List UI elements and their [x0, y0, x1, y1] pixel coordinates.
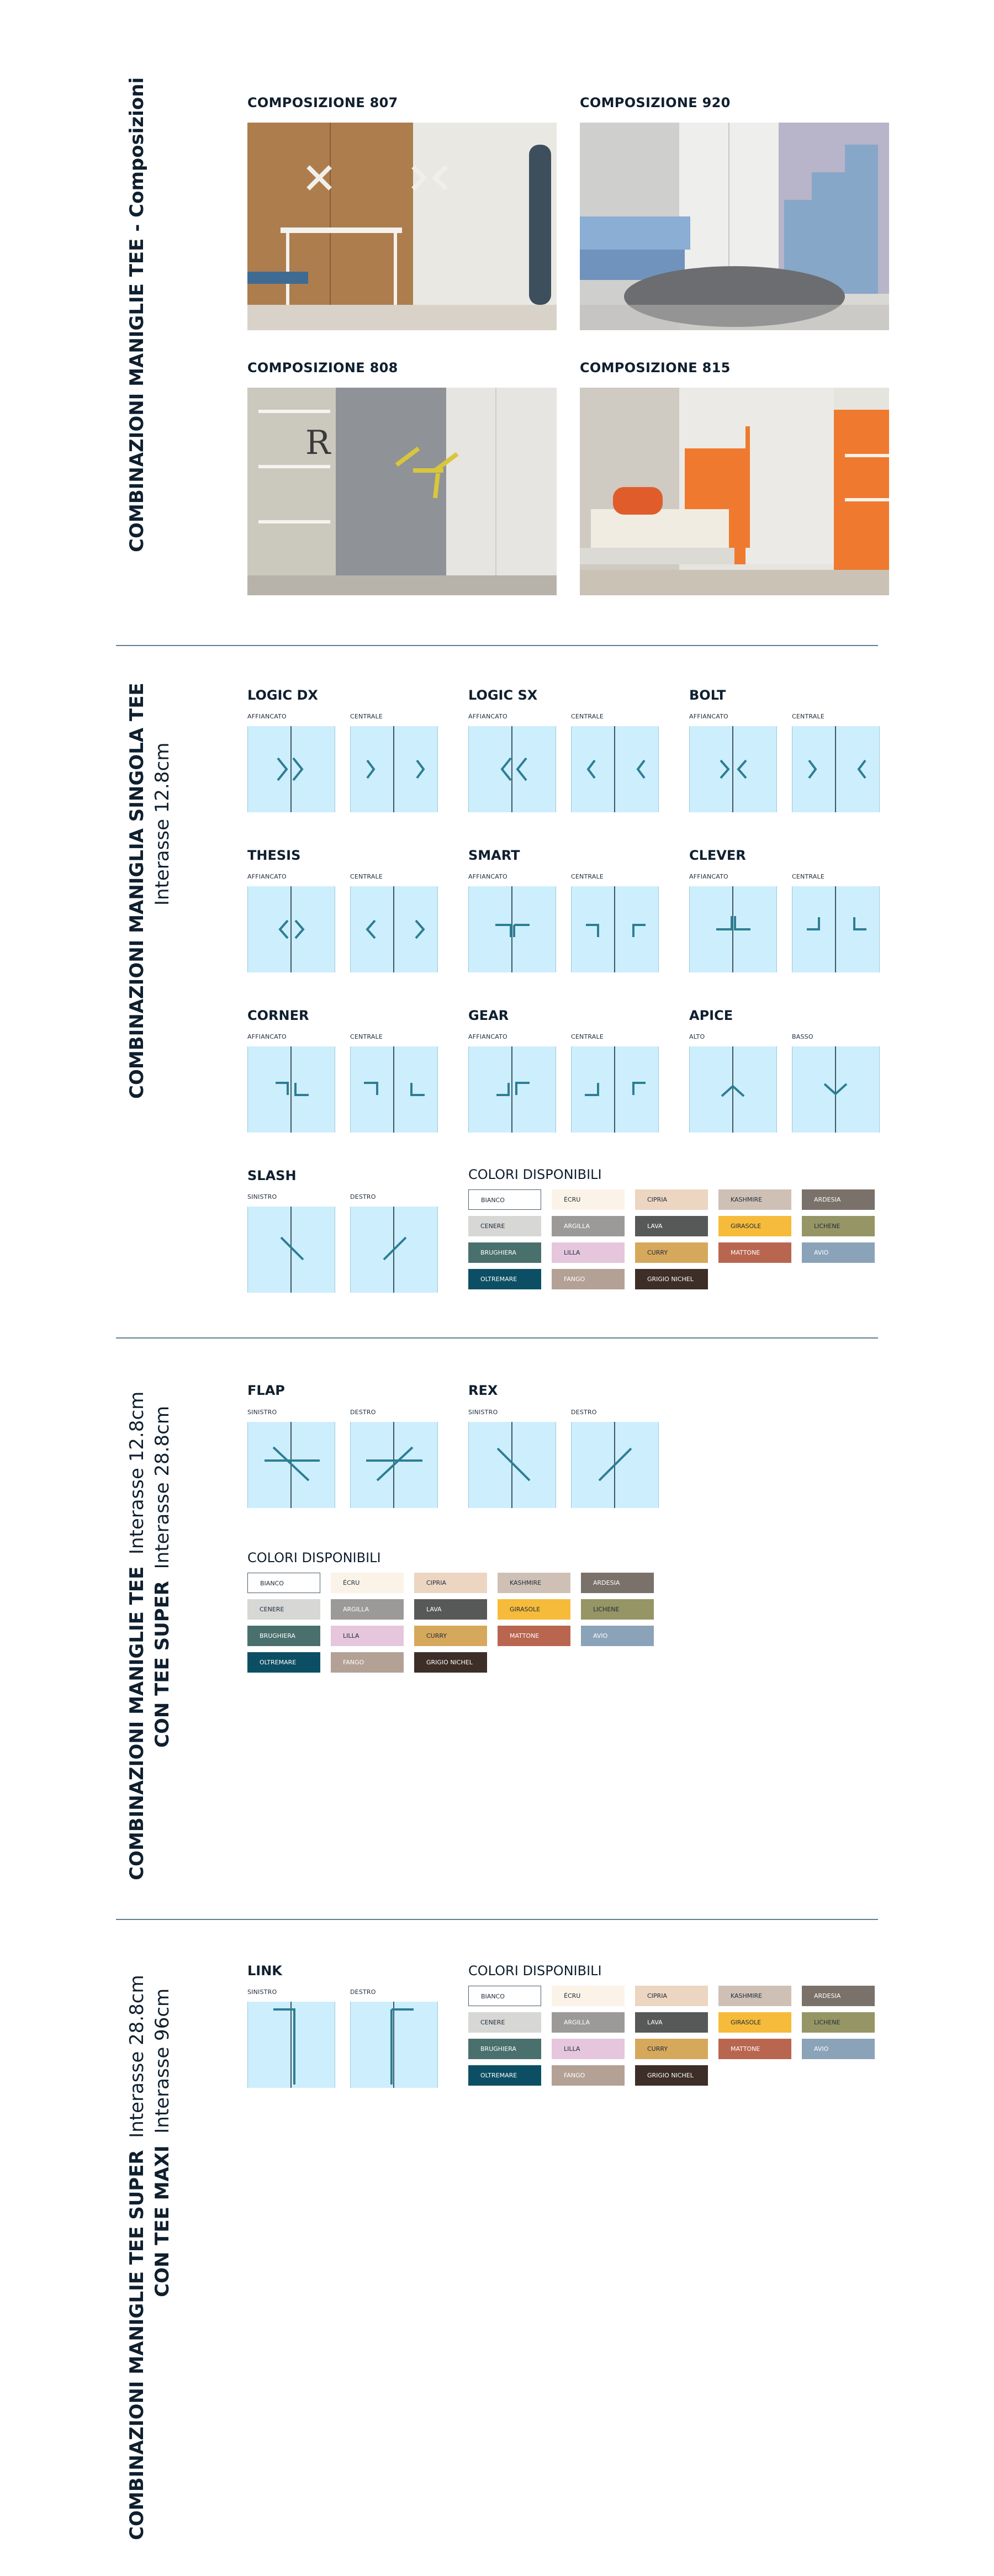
- handle-sub: BASSO: [792, 1033, 813, 1040]
- color-swatch-lichene[interactable]: LICHENE: [581, 1599, 654, 1620]
- color-swatch-mattone[interactable]: MATTONE: [498, 1626, 570, 1646]
- color-swatch-bianco[interactable]: BIANCO: [468, 1189, 541, 1210]
- color-swatch-avio[interactable]: AVIO: [802, 1242, 875, 1263]
- color-swatch-lichene[interactable]: LICHENE: [802, 1216, 875, 1236]
- handle-sample-logic-sx-centrale[interactable]: [571, 726, 659, 812]
- handle-sub: CENTRALE: [792, 873, 824, 880]
- handle-sub: SINISTRO: [247, 1409, 277, 1416]
- composition-title-808: COMPOSIZIONE 808: [247, 360, 398, 375]
- handle-sample-flap-destro[interactable]: [350, 1422, 438, 1508]
- section3-title-bold-2: CON TEE SUPER: [151, 1580, 173, 1748]
- handle-sub: AFFIANCATO: [247, 1033, 287, 1040]
- composition-photo-807: [247, 123, 557, 330]
- color-swatch-ecru[interactable]: ÉCRU: [552, 1986, 625, 2006]
- handle-sample-bolt-centrale[interactable]: [792, 726, 880, 812]
- handle-sample-thesis-affiancato[interactable]: [247, 886, 335, 972]
- composition-title-920: COMPOSIZIONE 920: [580, 95, 731, 110]
- handle-title-bolt: BOLT: [689, 687, 726, 703]
- handle-sample-logic-sx-affiancato[interactable]: [468, 726, 556, 812]
- color-swatch-girasole[interactable]: GIRASOLE: [498, 1599, 570, 1620]
- svg-text:R: R: [305, 424, 331, 462]
- handle-sample-rex-sinistro[interactable]: [468, 1422, 556, 1508]
- handle-sub: DESTRO: [350, 1193, 376, 1200]
- handle-sample-gear-centrale[interactable]: [571, 1046, 659, 1133]
- color-swatch-girasole[interactable]: GIRASOLE: [718, 2012, 791, 2033]
- handle-title-slash: SLASH: [247, 1168, 297, 1183]
- handle-sub: CENTRALE: [571, 713, 604, 720]
- section3-title-bold-1: COMBINAZIONI MANIGLIE TEE: [126, 1566, 148, 1880]
- color-swatch-ardesia[interactable]: ARDESIA: [581, 1573, 654, 1593]
- composition-photo-920: [580, 123, 889, 330]
- section-divider-3: [116, 1919, 878, 1920]
- handle-sample-link-sinistro[interactable]: [247, 2002, 335, 2088]
- color-swatch-argilla[interactable]: ARGILLA: [331, 1599, 404, 1620]
- color-swatch-kashmire[interactable]: KASHMIRE: [498, 1573, 570, 1593]
- handle-title-thesis: THESIS: [247, 848, 301, 863]
- handle-title-smart: SMART: [468, 848, 520, 863]
- handle-sample-smart-affiancato[interactable]: [468, 886, 556, 972]
- handle-sub: AFFIANCATO: [468, 1033, 507, 1040]
- color-swatch-argilla[interactable]: ARGILLA: [552, 1216, 625, 1236]
- color-swatch-lichene[interactable]: LICHENE: [802, 2012, 875, 2033]
- section4-title: [124, 1975, 175, 2540]
- color-swatch-oltremare[interactable]: OLTREMARE: [468, 2065, 541, 2086]
- color-swatch-bianco[interactable]: BIANCO: [468, 1986, 541, 2006]
- color-swatch-fango[interactable]: FANGO: [552, 2065, 625, 2086]
- section2-title-bold: COMBINAZIONI MANIGLIA SINGOLA TEE: [126, 683, 148, 1099]
- color-swatch-lilla[interactable]: LILLA: [552, 1242, 625, 1263]
- section1-title: [124, 77, 150, 552]
- composition-title-807: COMPOSIZIONE 807: [247, 95, 398, 110]
- color-swatch-fango[interactable]: FANGO: [331, 1652, 404, 1673]
- handle-sub: CENTRALE: [350, 1033, 383, 1040]
- handle-sub: CENTRALE: [571, 873, 604, 880]
- section4-title-light-1: Interasse 28.8cm: [126, 1975, 148, 2138]
- handle-sub: CENTRALE: [792, 713, 824, 720]
- color-swatch-bianco[interactable]: BIANCO: [247, 1573, 320, 1593]
- handle-sample-clever-affiancato[interactable]: [689, 886, 777, 972]
- color-swatch-girasole[interactable]: GIRASOLE: [718, 1216, 791, 1236]
- section2-title-light: Interasse 12.8cm: [151, 742, 173, 906]
- color-swatch-avio[interactable]: AVIO: [802, 2039, 875, 2059]
- handle-sample-smart-centrale[interactable]: [571, 886, 659, 972]
- handle-sub: DESTRO: [350, 1409, 376, 1416]
- handle-sample-logic-dx-centrale[interactable]: [350, 726, 438, 812]
- color-swatch-grid: [468, 1986, 882, 2096]
- section-divider-1: [116, 645, 878, 646]
- handle-title-rex: REX: [468, 1383, 498, 1398]
- color-swatch-grid: [247, 1573, 662, 1683]
- color-swatch-grigio-nichel[interactable]: GRIGIO NICHEL: [414, 1652, 487, 1673]
- handle-sample-apice-basso[interactable]: [792, 1046, 880, 1133]
- section4-title-bold-1: COMBINAZIONI MANIGLIE TEE SUPER: [126, 2150, 148, 2540]
- handle-sample-slash-destro[interactable]: [350, 1207, 438, 1293]
- handle-sample-bolt-affiancato[interactable]: [689, 726, 777, 812]
- color-swatch-lilla[interactable]: LILLA: [331, 1626, 404, 1646]
- color-swatch-ecru[interactable]: ÉCRU: [552, 1189, 625, 1210]
- color-swatch-brughiera[interactable]: BRUGHIERA: [468, 1242, 541, 1263]
- handle-sample-logic-dx-affiancato[interactable]: [247, 726, 335, 812]
- handle-sample-slash-sinistro[interactable]: [247, 1207, 335, 1293]
- composition-title-815: COMPOSIZIONE 815: [580, 360, 731, 375]
- handle-sub: AFFIANCATO: [468, 873, 507, 880]
- handle-sub: CENTRALE: [350, 713, 383, 720]
- color-swatch-curry[interactable]: CURRY: [635, 2039, 708, 2059]
- handle-title-apice: APICE: [689, 1008, 733, 1023]
- section3-title: [124, 1392, 175, 1880]
- color-swatch-oltremare[interactable]: OLTREMARE: [247, 1652, 320, 1673]
- color-swatch-kashmire[interactable]: KASHMIRE: [718, 1986, 791, 2006]
- color-swatch-cipria[interactable]: CIPRIA: [635, 1189, 708, 1210]
- color-swatch-cipria[interactable]: CIPRIA: [635, 1986, 708, 2006]
- handle-title-flap: FLAP: [247, 1383, 285, 1398]
- color-swatch-cenere[interactable]: CENERE: [247, 1599, 320, 1620]
- composition-photo-815: [580, 388, 889, 595]
- handle-sub: AFFIANCATO: [247, 873, 287, 880]
- section4-title-bold-2: CON TEE MAXI: [151, 2145, 173, 2297]
- color-swatch-lilla[interactable]: LILLA: [552, 2039, 625, 2059]
- handle-sub: DESTRO: [571, 1409, 597, 1416]
- handle-sub: AFFIANCATO: [689, 713, 728, 720]
- color-swatch-curry[interactable]: CURRY: [414, 1626, 487, 1646]
- section1-title-text: COMBINAZIONI MANIGLIE TEE - Composizioni: [126, 77, 148, 552]
- colors-title: COLORI DISPONIBILI: [468, 1167, 602, 1182]
- handle-sample-thesis-centrale[interactable]: [350, 886, 438, 972]
- handle-title-gear: GEAR: [468, 1008, 509, 1023]
- color-swatch-curry[interactable]: CURRY: [635, 1242, 708, 1263]
- color-swatch-avio[interactable]: AVIO: [581, 1626, 654, 1646]
- color-swatch-cenere[interactable]: CENERE: [468, 1216, 541, 1236]
- color-swatch-brughiera[interactable]: BRUGHIERA: [247, 1626, 320, 1646]
- color-swatch-ardesia[interactable]: ARDESIA: [802, 1986, 875, 2006]
- section3-title-light-2: Interasse 28.8cm: [151, 1406, 173, 1569]
- handle-sub: CENTRALE: [571, 1033, 604, 1040]
- handle-title-link: LINK: [247, 1963, 282, 1979]
- color-swatch-grigio-nichel[interactable]: GRIGIO NICHEL: [635, 2065, 708, 2086]
- color-swatch-argilla[interactable]: ARGILLA: [552, 2012, 625, 2033]
- color-swatch-cenere[interactable]: CENERE: [468, 2012, 541, 2033]
- handle-sub: AFFIANCATO: [247, 713, 287, 720]
- color-swatch-cipria[interactable]: CIPRIA: [414, 1573, 487, 1593]
- color-swatch-mattone[interactable]: MATTONE: [718, 2039, 791, 2059]
- handle-sub: SINISTRO: [468, 1409, 498, 1416]
- color-swatch-lava[interactable]: LAVA: [414, 1599, 487, 1620]
- section2-title: [124, 683, 175, 1099]
- handle-title-clever: CLEVER: [689, 848, 746, 863]
- handle-sample-flap-sinistro[interactable]: [247, 1422, 335, 1508]
- handle-sub: CENTRALE: [350, 873, 383, 880]
- color-swatch-mattone[interactable]: MATTONE: [718, 1242, 791, 1263]
- color-swatch-ardesia[interactable]: ARDESIA: [802, 1189, 875, 1210]
- colors-title: COLORI DISPONIBILI: [468, 1963, 602, 1979]
- handle-sample-rex-destro[interactable]: [571, 1422, 659, 1508]
- handle-sub: AFFIANCATO: [689, 873, 728, 880]
- handle-sample-apice-alto[interactable]: [689, 1046, 777, 1133]
- handle-sample-link-destro[interactable]: [350, 2002, 438, 2088]
- handle-sample-gear-affiancato[interactable]: [468, 1046, 556, 1133]
- color-swatch-grid: [468, 1189, 882, 1300]
- color-swatch-ecru[interactable]: ÉCRU: [331, 1573, 404, 1593]
- colors-title: COLORI DISPONIBILI: [247, 1550, 381, 1565]
- composition-photo-808: [247, 388, 557, 595]
- handle-title-logic-dx: LOGIC DX: [247, 687, 318, 703]
- section4-title-light-2: Interasse 96cm: [151, 1988, 173, 2134]
- color-swatch-lava[interactable]: LAVA: [635, 1216, 708, 1236]
- handle-sub: SINISTRO: [247, 1193, 277, 1200]
- color-swatch-grigio-nichel[interactable]: GRIGIO NICHEL: [635, 1269, 708, 1289]
- handle-sub: AFFIANCATO: [468, 713, 507, 720]
- handle-sub: SINISTRO: [247, 1988, 277, 1996]
- color-swatch-oltremare[interactable]: OLTREMARE: [468, 1269, 541, 1289]
- handle-title-corner: CORNER: [247, 1008, 309, 1023]
- color-swatch-brughiera[interactable]: BRUGHIERA: [468, 2039, 541, 2059]
- color-swatch-fango[interactable]: FANGO: [552, 1269, 625, 1289]
- handle-sample-clever-centrale[interactable]: [792, 886, 880, 972]
- handle-sub: ALTO: [689, 1033, 705, 1040]
- color-swatch-kashmire[interactable]: KASHMIRE: [718, 1189, 791, 1210]
- section-divider-2: [116, 1337, 878, 1339]
- handle-sub: DESTRO: [350, 1988, 376, 1996]
- handle-sample-corner-centrale[interactable]: [350, 1046, 438, 1133]
- color-swatch-lava[interactable]: LAVA: [635, 2012, 708, 2033]
- handle-title-logic-sx: LOGIC SX: [468, 687, 538, 703]
- section3-title-light-1: Interasse 12.8cm: [126, 1391, 148, 1555]
- handle-sample-corner-affiancato[interactable]: [247, 1046, 335, 1133]
